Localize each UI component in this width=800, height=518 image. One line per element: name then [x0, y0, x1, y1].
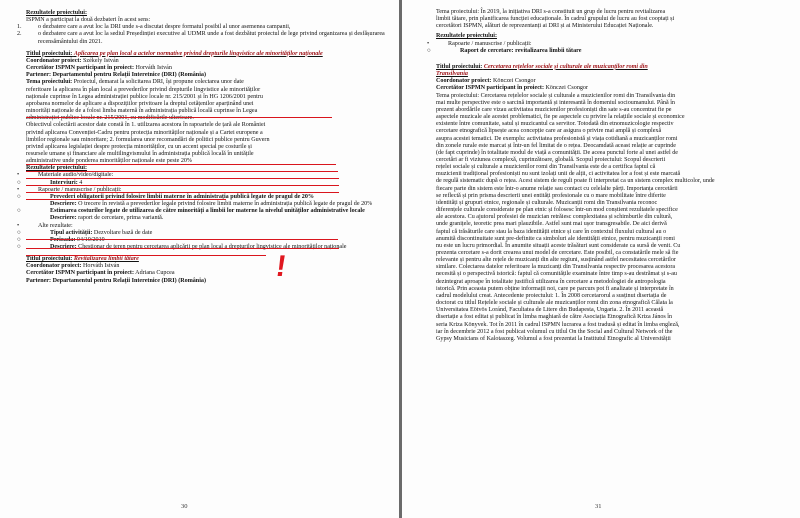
project-title-cont: [436, 71, 788, 78]
bullet-icon: ○: [17, 208, 21, 215]
objective-line: Obiectivul colectării acestor date constă în 1. utilizarea acestora în rapoartele de țară ale României: [26, 122, 266, 129]
researcher-label: Cercetător ISPMN participant în proiect:: [26, 270, 134, 277]
bullet-icon: •: [17, 172, 20, 179]
theme-line: aprobarea normelor de aplicare a dispozițiilor privitoare la dreptul cetățenilor aparținând unei: [26, 100, 254, 107]
page-left-content: [17, 10, 389, 285]
description-label: Descriere:: [50, 215, 77, 222]
report-title-text: Raport de cercetare: revitalizarea limbii tătare: [460, 47, 582, 54]
partner-label: Partener:: [26, 277, 52, 284]
list-number: 2.: [17, 31, 22, 38]
theme-line: faptul că trăsăturile care stau la baza identității etnice și care în contextul fluxului cultural au o: [436, 228, 667, 235]
theme-body: [436, 93, 788, 343]
project-title-text: Transilvania: [436, 71, 468, 78]
list-item-text: o dezbatere care a avut loc la sediul Președinției executive al UDMR unde a fost dezbătut proiectul de lege privind organizarea și desfășurarea recensământului din 2021.: [38, 31, 385, 45]
red-underline-annotation: [26, 192, 339, 193]
theme-line: diferențele culturale considerate pe plan etnic și folosesc într-un mod conștient rezultatele specifice: [436, 207, 678, 214]
objective-line: privind aplicarea legislației despre protecția minorităților, cu un accent special pe costurile și: [26, 143, 252, 150]
coordinator-label: Coordonator proiect:: [436, 78, 492, 85]
bullet-icon: •: [427, 40, 430, 47]
other-results-label: Alte rezultate:: [38, 222, 73, 229]
project-title-label: Titlul proiectului:: [26, 256, 73, 263]
description-label: Descriere:: [50, 244, 77, 250]
theme-line: administrației publice locale nr. 215/2001, cu modificările ulterioare.: [26, 115, 194, 122]
objective-line: administrative unde ponderea minorităților naționale este peste 20%: [26, 158, 193, 165]
coordinator: [436, 78, 788, 85]
bullet-icon: ○: [17, 179, 21, 186]
theme-line: mai multe perspective este o sarcină importantă și interesantă în domeniul socioumanului. Până în: [436, 99, 675, 106]
activity-type-value: Dezvoltare bază de date: [93, 229, 153, 236]
description-text: O trecere în revistă a prevederilor legale privind folosire limbii materne în administrația publică legate de pragul de 20%: [78, 201, 373, 208]
theme-line: existente între comunitate, satul și muzicantul ca servitor. Totodată din etnomuzicologie respectiv: [436, 121, 674, 128]
theme-line: [26, 79, 389, 86]
coordinator-value: Székely István: [83, 57, 119, 64]
list-item-text: o dezbatere care a avut loc la DRI unde s-a discutat despre formatul posibil al unor asemenea campanii,: [38, 24, 291, 31]
page-right-content: [427, 9, 788, 343]
theme-line: relevante și pentru alte rețele de muzicanți din alte regiuni, susținând astfel necesitatea cercetărilor: [436, 257, 676, 264]
page-number: 30: [181, 503, 188, 510]
list-item: [17, 229, 389, 237]
theme-line: Tema proiectului: Cercetarea rețelelor sociale și culturale a muzicienilor romi din Transilvania din: [436, 92, 676, 99]
theme-line: iar în decembrie 2012 a fost publicat volumul cu titlul On the Social and Cultural Network of the: [436, 328, 673, 335]
theme-line: Gypsy Musicians of Kalotaszeg. Volumul a fost prezentat la Institutul Etnografic al Universității: [436, 335, 671, 342]
theme-line: limbii tătare, prin planificarea funcției educaționale. În cadrul grupului de lucru au fost cooptați și: [436, 16, 675, 23]
researcher-value: Horváth István: [135, 65, 172, 72]
report-description: [26, 201, 389, 208]
list-item: [17, 222, 389, 230]
exclamation-mark-annotation: !: [273, 250, 289, 283]
bullet-icon: ○: [17, 229, 21, 236]
document-page-right: [402, 0, 800, 518]
report-title-text: Estimarea costurilor legate de utilizarea de către minorități a limbii lor materne la nivelul unităților administrative locale: [50, 208, 365, 215]
description-text: raport de cercetare, prima variantă.: [78, 215, 164, 222]
project-title: [436, 64, 788, 71]
coordinator-label: Coordonator proiect:: [26, 263, 82, 270]
theme-line: anumită discontinuitate sunt pre-definite ca simboluri ale identității etnice, pentru muzicanții romi: [436, 235, 675, 242]
list-item: [427, 47, 788, 55]
list-item: [17, 236, 389, 244]
theme-line: din zonele rurale este marcat și într-un fel limitat de o rețea. Deocamdată aceast relație ar cuprinde: [436, 142, 676, 149]
page-number: 31: [595, 503, 602, 510]
bullet-icon: ○: [427, 47, 431, 54]
theme-line: cercetări ar fi viziunea complexă, cuprinzătoare, globală. Scopul proiectului: Scopul descrierii: [436, 156, 666, 163]
coordinator: [26, 58, 389, 65]
results-heading: Rezultatele proiectului:: [26, 10, 87, 16]
project-title-label: Titlul proiectului:: [26, 50, 73, 57]
bullet-icon: •: [17, 222, 20, 229]
period-value: 04/10/2019: [76, 236, 105, 243]
researcher-label: Cercetător ISPMN participant în proiect:: [26, 65, 134, 72]
theme-line: necesită și o perspectivă istorică: faptul că comunitățile examinate între timp s-au destrămat și s-au: [436, 271, 677, 278]
theme-line: identități și grupuri etnice, regionale și culturale. Muzicanții romi din Transilvania reconoc: [436, 199, 658, 206]
report-title: [17, 208, 389, 215]
theme-line: seria Kriza Könyvek. Tot în 2011 în cadrul ISPMN lucrarea a fost tradusă și editat în limba engleză,: [436, 321, 680, 328]
researcher-value: Könczei Csongor: [545, 85, 588, 92]
red-underline-annotation: [26, 178, 339, 179]
theme-line: doctorat cu titlul Rețelele sociale și culturale ale muzicanților romi din zona etnografică Călata la: [436, 300, 673, 307]
red-underline-annotation: [26, 239, 338, 240]
theme-line: disertație a fost editat și publicat în limba maghiară de către Asociația Etnografică Kriza János în: [436, 314, 673, 321]
red-underline-annotation: [26, 117, 332, 118]
project-title-text: Cercetarea rețelelor sociale și culturale ale muzicanților romi din: [483, 63, 648, 70]
theme-line: similare. Colectarea datelor referitoare la muzicanți din Transilvania respectiv procesarea acestora: [436, 264, 676, 271]
researcher-value: Adriana Cupcea: [135, 270, 175, 277]
partner-value: Departamentul pentru Relații Interetnice (DRI) (România): [52, 72, 206, 79]
theme-line: minorități naționale de a folosi limba maternă în administrația publică locală cuprinse în Legea: [26, 108, 258, 115]
theme-line: Universitatea Eötvös Loránd, Facultatea de Litere din Budapesta, Ungaria. 2. În 2011 această: [436, 307, 664, 314]
red-underline-annotation: [26, 255, 266, 256]
report-title-text: Prevederi obligatorii privind folosire limbii materne în administrația publică legate de pragul de 20%: [50, 193, 314, 200]
theme-line: prezent abordările care vizau activitatea muzicienilor profesioniști din sate s-au concentrat fie pe: [436, 106, 672, 113]
objective-line: resursele umane și financiare ale multilingvismului în administrația publică locală în unitățile: [26, 150, 254, 157]
theme-line: unde granițele, teoretic prea mari plauzibile. Astfel sunt mai ușor transgresabile. De aici derivă: [436, 221, 667, 228]
list-item: [427, 40, 788, 48]
theme-line: asupra acestei tematici. De exemplu: activitatea profesionistă și viața cotidiană a muzicanților romi: [436, 135, 678, 142]
theme-line: se reflectă și prin prisma descrierii unei entități profesionale cu o mare mobilitate între diferite: [436, 192, 666, 199]
theme-line: fiecare parte din sistem este într-o anume relație sau contact cu celelalte părți. Importanța cercetării: [436, 185, 678, 192]
theme-line: cadrul modelului creat. Antecedente proiectului: 1. În 2008 cercetarorul a susținut disertația de: [436, 292, 667, 299]
list-number: 1.: [17, 24, 22, 31]
results-heading: Rezultatele proiectului:: [26, 165, 87, 172]
theme-line: referitoare la aplicarea în plan local a prevederilor privind drepturile lingvistice ale minorităților: [26, 86, 261, 93]
researcher-label: Cercetător ISPMN participant în proiect:: [436, 85, 544, 92]
researcher: [436, 85, 788, 92]
results-intro: ISPMN a participat la două dezbateri în acest sens:: [26, 17, 151, 24]
theme-line: (de fapt cuprinde) în totalitate modul de viață a comunității. De aceea punctul forte al unei astfel de: [436, 149, 678, 156]
theme-line: istorică. Prin aceasta putem obține informații noi, care pe parcurs pot fi analizate și interpretate în: [436, 285, 674, 292]
theme-line: muzicienii tradițional profesioniști nu sunt izolați unii de alții, ci activitatea lor a fost și este marcată: [436, 171, 681, 178]
project-title: [26, 51, 389, 58]
interviews-label: Interviuri:: [50, 179, 78, 186]
reports-label: Rapoarte / manuscrise / publicații:: [38, 186, 122, 193]
objective-line: limbilor regionale sau minoritare; 2. formularea unor recomandări de politici publice pentru Guvern: [26, 136, 270, 143]
theme-line: ale acestora. Cu ajutorul profesiei de muzician retrăiesc complexitatea și schimburile din cultură,: [436, 214, 673, 221]
theme-line: nu este un lucru primordial. În anumite situații aceste trăsături sunt considerate ca sursă de venit. Cu: [436, 242, 681, 249]
reports-label: Rapoarte / manuscrise / publicații:: [448, 40, 532, 47]
researcher: [26, 270, 389, 277]
bullet-icon: ○: [17, 236, 21, 243]
project-title: [26, 256, 389, 263]
objective-line: privind aplicarea Convenției-Cadru pentru protecția minorităților naționale și a Cartei europene a: [26, 129, 263, 136]
project-title-text: Revitalizarea limbii tătare: [73, 256, 139, 263]
red-underline-annotation: [26, 248, 339, 249]
coordinator-label: Coordonator proiect:: [26, 57, 82, 64]
partner-value: Departamentul pentru Relații Interetnice (DRI) (România): [52, 277, 206, 284]
theme-line: naționale cuprinse în Legea administrației publice locale nr. 215/2001 și în HG 1206/2001 pentru: [26, 93, 263, 100]
theme-line: cercetători ISPMN, alături de reprezentanți ai DRI și ai Ministerului Educației Naționale.: [436, 23, 654, 30]
theme-line: de regulă sistematic după o rețea. Acest sistem de reguli poate fi interpretat ca un sistem complex multicolor, unde: [436, 178, 715, 185]
partner: [26, 278, 389, 285]
bullet-icon: ○: [17, 244, 21, 250]
list-item: [17, 31, 389, 45]
red-underline-annotation: [26, 185, 339, 186]
activity-type-label: Tipul activității:: [50, 229, 93, 236]
bullet-icon: ○: [17, 193, 21, 200]
coordinator-value: Könczei Csongor: [493, 78, 536, 85]
project-title-text: Aplicarea pe plan local a actelor normative privind drepturile lingvistice ale minorităților naționale: [73, 50, 323, 57]
interviews-value: 4: [79, 179, 83, 186]
theme-line: prezenta cercetare s-a dorit crearea unui model de cercetare. Este posibil, ca constatările mele să fie: [436, 250, 679, 256]
partner-label: Partener:: [26, 72, 52, 79]
description-label: Descriere:: [50, 201, 77, 208]
coordinator-value: Horváth István: [83, 263, 120, 270]
red-underline-annotation: [26, 199, 226, 200]
results-heading: Rezultatele proiectului:: [436, 33, 497, 40]
project-title-label: Titlul proiectului:: [436, 63, 483, 70]
theme-line: Tema proiectului: În 2019, la inițiativa DRI s-a constituit un grup de lucru pentru revitalizarea: [436, 9, 666, 15]
coordinator: [26, 263, 389, 270]
theme-line: rețelei sociale și culturale a muzicienilor romi din Transilvania este de a certifica faptul că: [436, 164, 656, 171]
description-text: Chestionar de teren pentru cercetarea aplicării pe plan local a drepturilor lingvistice ale minorităților naționale: [78, 244, 347, 250]
bullet-icon: •: [17, 186, 20, 193]
red-underline-annotation: [26, 171, 338, 172]
theme-label: Tema proiectului:: [26, 79, 73, 86]
theme-line: dezintegrat aproape în totalitate justifică utilizarea în cercetare a metodologiei de antropologia: [436, 278, 666, 285]
report-description: [26, 215, 389, 222]
theme-text: Proiectul, demarat la solicitarea DRI, își propune colectarea unor date: [73, 79, 244, 86]
partner: [26, 72, 389, 79]
materials-label: Materiale audio/video/digitale:: [38, 172, 114, 179]
theme-line: aspectele muzicale ale acestei problematici, fie pe aspectele cu privire la relațiile sociale și economice: [436, 114, 685, 121]
period-label: Perioada:: [50, 236, 76, 243]
theme-line: cercetare etnografică lipsește acea concepție care ar asigura o privire mai amplă și complexă: [436, 128, 662, 135]
red-underline-annotation: [26, 164, 336, 165]
document-page-left: [0, 0, 399, 518]
